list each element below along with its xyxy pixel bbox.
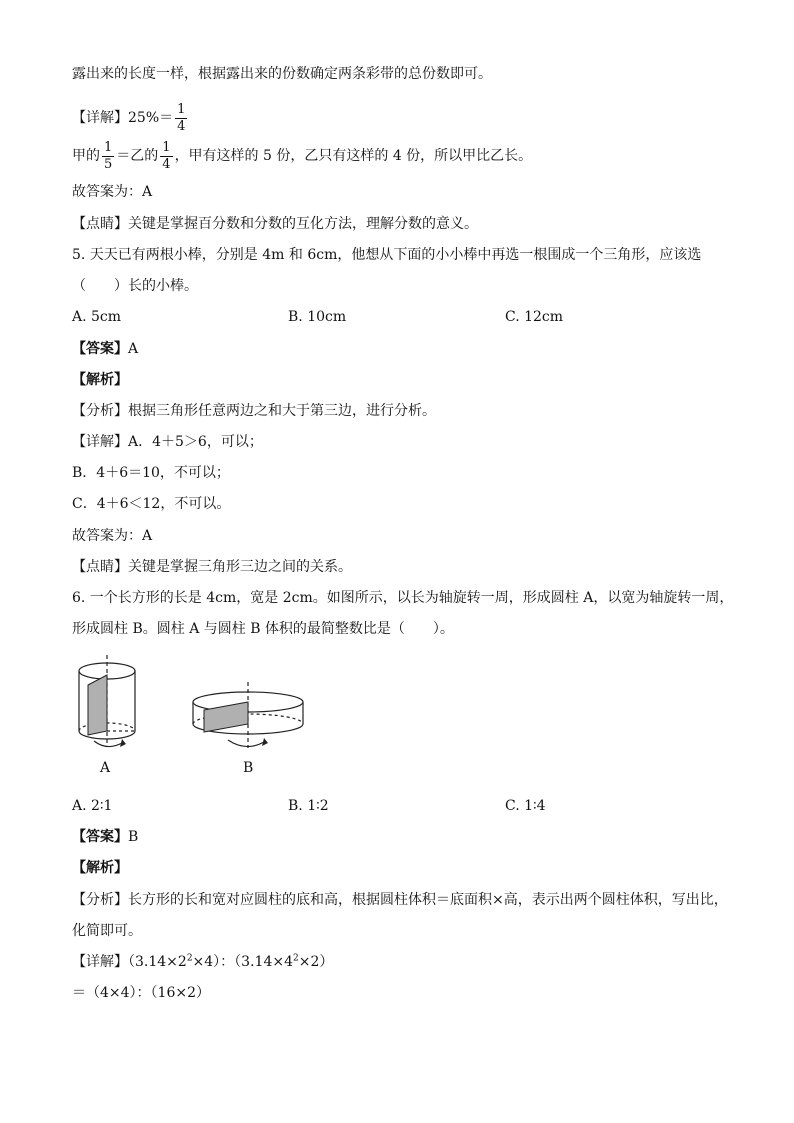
q6-stem-2: 形成圆柱 B。圆柱 A 与圆柱 B 体积的最简整数比是（ ）。 — [72, 621, 454, 637]
fraction-one-quarter: $\frac{1}{4}$ — [177, 101, 186, 134]
q6-fenxi-1: 【分析】长方形的长和宽对应圆柱的底和高，根据圆柱体积＝底面积×高，表示出两个圆柱体积，写出比， — [72, 892, 728, 908]
q5-answer: 【答案】A — [72, 341, 139, 357]
q5-conclusion: 故答案为：A — [72, 528, 153, 544]
detail-line — [72, 100, 189, 136]
q5-stem-2: （ ）长的小棒。 — [72, 278, 198, 294]
q5-option-b: B. 10cm — [288, 309, 347, 325]
cylinder-b-figure — [188, 680, 313, 760]
q5-option-a: A. 5cm — [72, 309, 122, 325]
q6-option-b: B. 1∶2 — [288, 798, 329, 814]
comparison-line: 甲的 $\frac{1}{5}$ ＝乙的 $\frac{1}{4}$ ，甲有这样的 5 份，乙只有这样的 4 份，所以甲比乙长。 — [72, 139, 533, 172]
q6-stem-1: 6. 一个长方形的长是 4cm，宽是 2cm。如图所示，以长为轴旋转一周，形成圆柱 A，以宽为轴旋转一周， — [72, 590, 734, 606]
q5-detail-1: 【详解】A．4＋5＞6，可以； — [72, 434, 263, 450]
q5-option-c: C. 12cm — [505, 309, 564, 325]
q6-option-c: C. 1∶4 — [505, 798, 546, 814]
q6-detail-1: 【详解】$(3.14\times 2^2\times 4)$：$(3.14\times 4^2\times 2)$ — [72, 953, 334, 970]
answer-line: 故答案为：A — [72, 184, 153, 200]
cylinder-a-figure — [70, 655, 160, 760]
q5-detail-3: C．4＋6＜12，不可以。 — [72, 496, 231, 512]
text-line: 露出来的长度一样，根据露出来的份数确定两条彩带的总份数即可。 — [72, 66, 492, 82]
q6-option-a: A. 2∶1 — [72, 798, 113, 814]
q5-dianjing: 【点睛】关键是掌握三角形三边之间的关系。 — [72, 559, 352, 575]
q5-detail-2: B．4＋6＝10，不可以； — [72, 465, 230, 481]
q6-fenxi-2: 化简即可。 — [72, 923, 142, 939]
q5-fenxi: 【分析】根据三角形任意两边之和大于第三边，进行分析。 — [72, 403, 436, 419]
fraction-one-quarter-2: $\frac{1}{4}$ — [162, 139, 171, 172]
dianjing-line: 【点睛】关键是掌握百分数和分数的互化方法，理解分数的意义。 — [72, 216, 478, 232]
figure-label-b: B — [243, 760, 254, 776]
q6-analysis-tag: 【解析】 — [72, 860, 128, 876]
q6-answer: 【答案】B — [72, 829, 139, 845]
fraction-one-fifth: $\frac{1}{5}$ — [104, 139, 113, 172]
q5-stem-1: 5. 天天已有两根小棒，分别是 4m 和 6cm，他想从下面的小小棒中再选一根围成一个三角形，应该选 — [72, 247, 702, 263]
q6-detail-2: ＝（4×4）：（16×2） — [72, 985, 210, 1001]
figure-label-a: A — [100, 760, 111, 776]
detail-prefix: 【详解】25%＝ — [72, 110, 174, 126]
q5-analysis-tag: 【解析】 — [72, 372, 128, 388]
